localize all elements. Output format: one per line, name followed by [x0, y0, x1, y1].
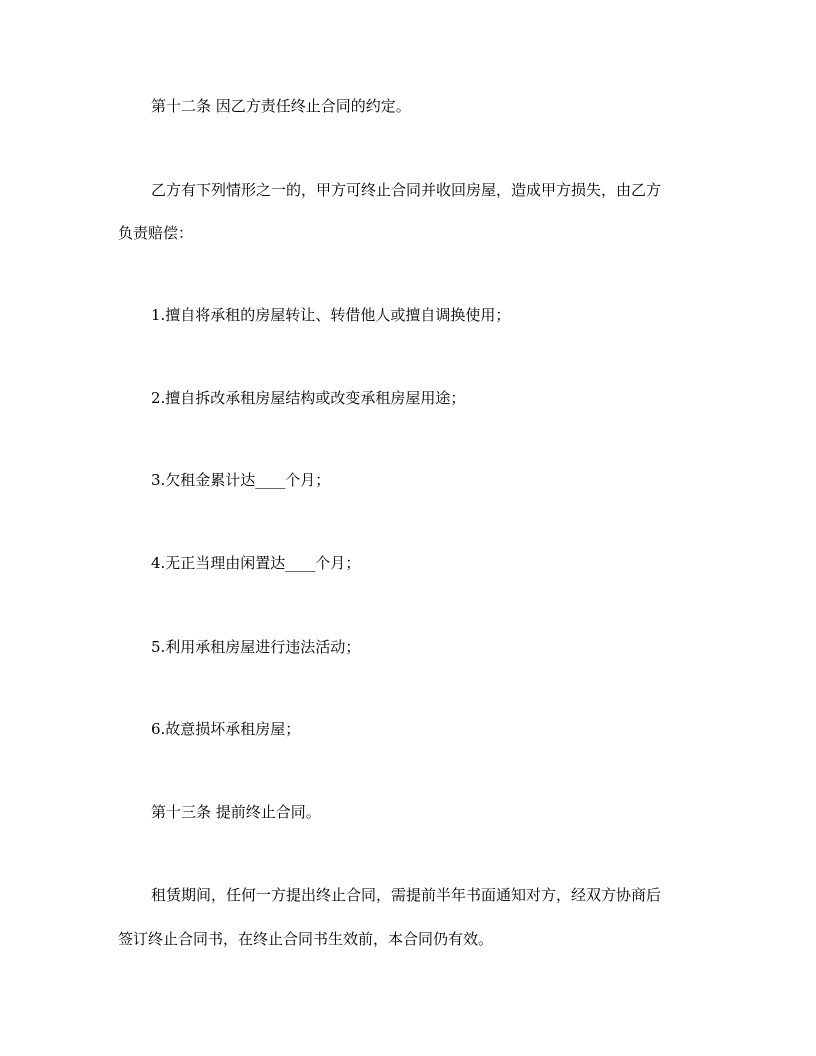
article-12-intro-line-2: 负责赔偿： — [118, 224, 194, 242]
list-item: 5.利用承租房屋进行违法活动； — [151, 638, 361, 656]
list-item: 6.故意损坏承租房屋； — [151, 720, 301, 738]
list-item: 4.无正当理由闲置达____个月； — [151, 554, 361, 572]
article-13-title: 第十三条 提前终止合同。 — [151, 803, 321, 821]
article-13-body-line-2: 签订终止合同书，在终止合同书生效前，本合同仍有效。 — [118, 930, 494, 948]
list-item: 3.欠租金累计达____个月； — [151, 471, 331, 489]
list-item: 1.擅自将承租的房屋转让、转借他人或擅自调换使用； — [151, 306, 511, 324]
article-12-intro-line-1: 乙方有下列情形之一的，甲方可终止合同并收回房屋，造成甲方损失，由乙方 — [151, 181, 662, 199]
list-item: 2.擅自拆改承租房屋结构或改变承租房屋用途； — [151, 389, 466, 407]
article-13-body-line-1: 租赁期间，任何一方提出终止合同，需提前半年书面通知对方，经双方协商后 — [151, 886, 662, 904]
article-12-title: 第十二条 因乙方责任终止合同的约定。 — [151, 97, 411, 115]
